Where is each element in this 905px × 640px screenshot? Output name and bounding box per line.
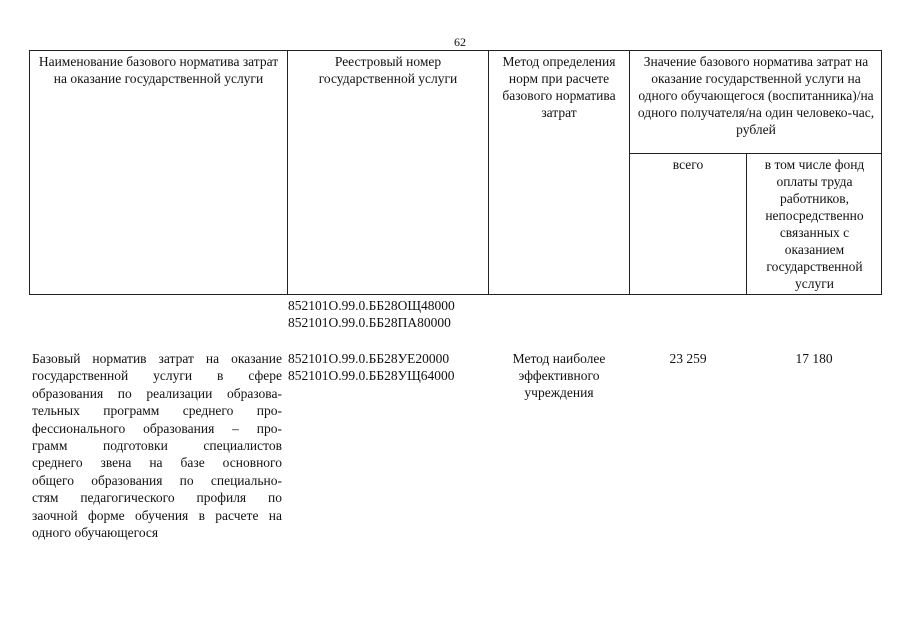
prev-row-codes [288, 297, 488, 331]
row-name-line: Базовый норматив затрат на оказание [32, 351, 282, 366]
row-name-line: одного обучающегося [32, 525, 159, 541]
row-name-line: среднего звена на базе основного [32, 455, 282, 471]
page-number: 62 [454, 35, 466, 49]
row-value-fund: 17 180 [795, 351, 833, 366]
registry-code: 852101О.99.0.ББ28УЩ64000 [288, 368, 455, 383]
row-name-line: фессионального образования – про- [32, 420, 282, 436]
registry-code: 852101О.99.0.ББ28ОЩ48000 [288, 298, 455, 313]
divider-value-subheader [629, 153, 882, 154]
row-name-line: государственной услуги в сфере [32, 368, 282, 384]
row-name-line: грамм подготовки специалистов [32, 438, 282, 454]
header-col-name: Наименование базового норматива затрат на оказание государственной услуги [38, 54, 279, 86]
header-col-method: Метод определения норм при расчете базового норматива затрат [502, 54, 616, 120]
row-value-total: 23 259 [669, 351, 707, 366]
header-col-value: Значение базового норматива затрат на оказание государственной услуги на одного обучающегося (воспитанника)/на одного получателя/на один человеко-час, рублей [637, 54, 875, 137]
row-name-line: стям педагогического профиля по [32, 490, 282, 506]
row-name-line: образования по реализации образова- [32, 385, 282, 401]
registry-code: 852101О.99.0.ББ28УЕ20000 [288, 351, 450, 366]
row-registry-codes [288, 350, 488, 384]
row-name-line: тельных программ среднего про- [32, 403, 282, 419]
header-sub-total: всего [672, 157, 704, 172]
row-name-line: общего образования по специально- [32, 472, 282, 488]
row-service-name [32, 350, 282, 541]
row-method: Метод наиболее эффективного учреждения [512, 351, 606, 400]
registry-code: 852101О.99.0.ББ28ПА80000 [288, 315, 451, 330]
row-name-line: заочной форме обучения в расчете на [32, 507, 282, 523]
header-sub-fund: в том числе фонд оплаты труда работников, непосредственно связанных с оказанием государственной услуги [764, 157, 865, 291]
header-col-registry: Реестровый номер государственной услуги [318, 54, 458, 86]
